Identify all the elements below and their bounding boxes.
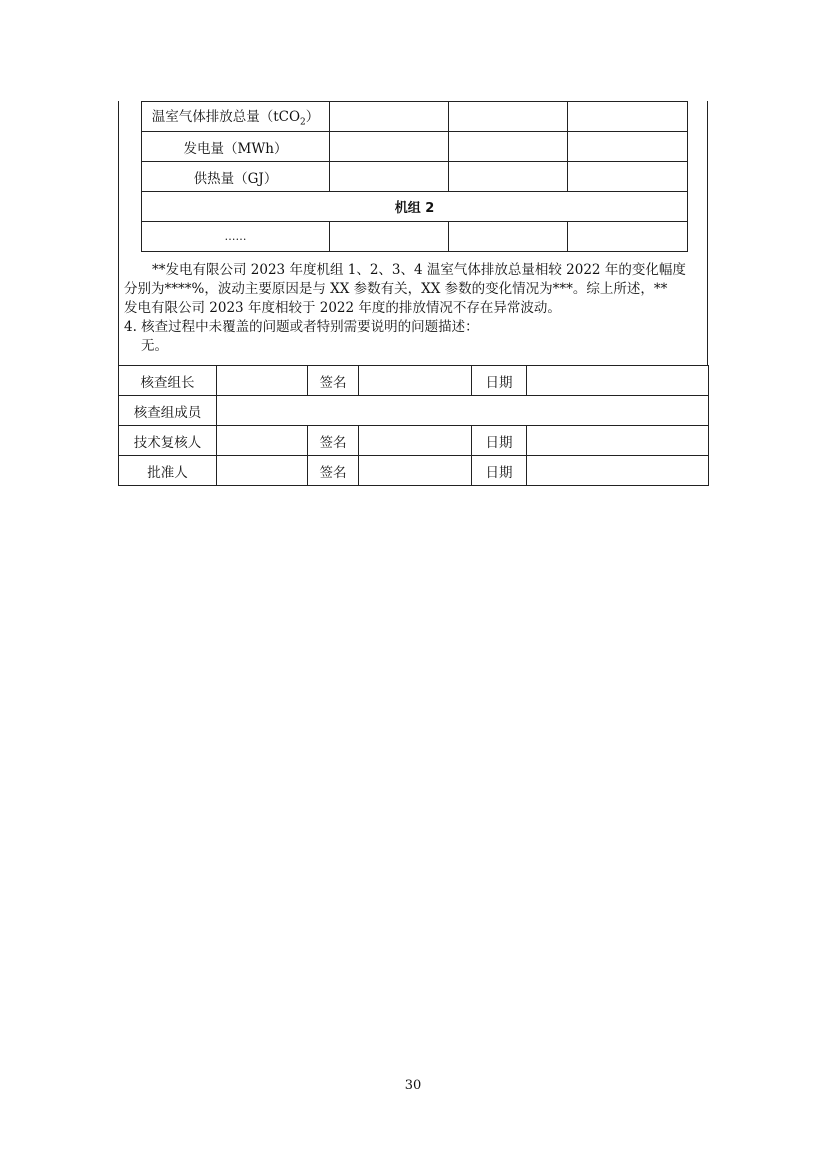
table-cell bbox=[568, 222, 688, 252]
row-label-heat-supply: 供热量（GJ） bbox=[142, 162, 330, 192]
table-cell bbox=[568, 132, 688, 162]
table-row bbox=[142, 162, 688, 192]
approver-name-field[interactable] bbox=[217, 456, 308, 486]
approver-label: 批准人 bbox=[119, 456, 217, 486]
sign-label: 签名 bbox=[308, 366, 359, 396]
table-cell bbox=[330, 162, 449, 192]
signoff-table bbox=[118, 365, 709, 486]
unit2-header: 机组 2 bbox=[142, 192, 688, 222]
table-row bbox=[119, 396, 709, 426]
conclusion-line: 分别为****%，波动主要原因是与 XX 参数有关，XX 参数的变化情况为***。综上所述，** bbox=[124, 281, 668, 297]
sign-label: 签名 bbox=[308, 426, 359, 456]
section4-answer: 无。 bbox=[141, 338, 168, 354]
table-cell bbox=[449, 222, 568, 252]
ellipsis-cell: …… bbox=[142, 222, 330, 252]
table-cell bbox=[568, 102, 688, 132]
table-row bbox=[142, 102, 688, 132]
row-label-emissions: 温室气体排放总量（tCO$_2$） bbox=[142, 102, 330, 132]
table-row bbox=[119, 426, 709, 456]
section4-heading: 4. 核查过程中未覆盖的问题或者特别需要说明的问题描述： bbox=[124, 319, 479, 335]
table-row bbox=[142, 132, 688, 162]
table-cell bbox=[449, 102, 568, 132]
table-cell bbox=[568, 162, 688, 192]
approver-signature-field[interactable] bbox=[359, 456, 472, 486]
row-label-power-generation: 发电量（MWh） bbox=[142, 132, 330, 162]
table-cell bbox=[330, 102, 449, 132]
date-label: 日期 bbox=[472, 426, 527, 456]
reviewer-signature-field[interactable] bbox=[359, 426, 472, 456]
table-cell bbox=[330, 132, 449, 162]
table-row bbox=[142, 222, 688, 252]
date-label: 日期 bbox=[472, 366, 527, 396]
conclusion-paragraph bbox=[124, 261, 706, 356]
leader-label: 核查组长 bbox=[119, 366, 217, 396]
table-row bbox=[119, 456, 709, 486]
reviewer-date-field[interactable] bbox=[527, 426, 709, 456]
approver-date-field[interactable] bbox=[527, 456, 709, 486]
table-cell bbox=[449, 132, 568, 162]
emissions-table bbox=[141, 101, 688, 252]
conclusion-line: **发电有限公司 2023 年度机组 1、2、3、4 温室气体排放总量相较 2022 年的变化幅度 bbox=[152, 262, 686, 278]
members-field[interactable] bbox=[217, 396, 709, 426]
conclusion-line: 发电有限公司 2023 年度相较于 2022 年度的排放情况不存在异常波动。 bbox=[124, 300, 561, 316]
members-label: 核查组成员 bbox=[119, 396, 217, 426]
reviewer-name-field[interactable] bbox=[217, 426, 308, 456]
leader-date-field[interactable] bbox=[527, 366, 709, 396]
table-cell bbox=[330, 222, 449, 252]
leader-signature-field[interactable] bbox=[359, 366, 472, 396]
table-cell bbox=[449, 162, 568, 192]
sign-label: 签名 bbox=[308, 456, 359, 486]
leader-name-field[interactable] bbox=[217, 366, 308, 396]
reviewer-label: 技术复核人 bbox=[119, 426, 217, 456]
table-row bbox=[142, 192, 688, 222]
date-label: 日期 bbox=[472, 456, 527, 486]
table-row bbox=[119, 366, 709, 396]
page-number: 30 bbox=[404, 1078, 422, 1093]
